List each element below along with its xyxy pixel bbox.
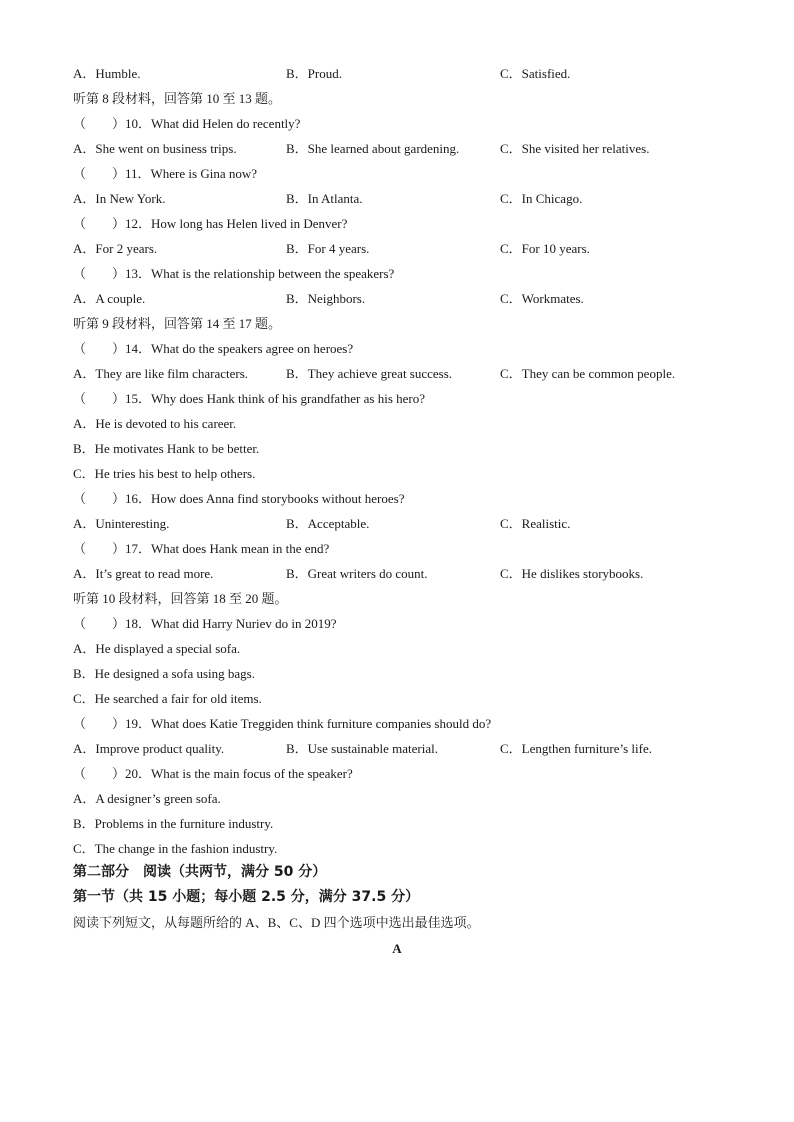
question-18: （ ）18．What did Harry Nuriev do in 2019? — [73, 616, 337, 631]
option-c: C．He dislikes storybooks. — [500, 566, 644, 581]
q18-option-b: B．He designed a sofa using bags. — [73, 666, 255, 681]
question-15: （ ）15．Why does Hank think of his grandfather as his hero? — [73, 391, 426, 406]
question-13: （ ）13．What is the relationship between the speakers? — [73, 266, 395, 281]
question-10: （ ）10．What did Helen do recently? — [73, 116, 301, 131]
option-a: A．For 2 years. — [73, 241, 158, 256]
option-a: A．Uninteresting. — [73, 516, 170, 531]
option-b: B．They achieve great success. — [286, 366, 453, 381]
question-19: （ ）19．What does Katie Treggiden think furniture companies should do? — [73, 716, 492, 731]
option-c: C．Lengthen furniture’s life. — [500, 741, 652, 756]
section-1-heading: 第一节（共 15 小题；每小题 2.5 分，满分 37.5 分） — [73, 889, 420, 905]
option-c: C．Workmates. — [500, 291, 584, 306]
section-10-instruction: 听第 10 段材料，回答第 18 至 20 题。 — [73, 591, 288, 606]
option-c: C．She visited her relatives. — [500, 141, 650, 156]
option-b: B．Acceptable. — [286, 516, 370, 531]
reading-instruction: 阅读下列短文，从每题所给的 A、B、C、D 四个选项中选出最佳选项。 — [73, 915, 480, 930]
option-b: B．Great writers do count. — [286, 566, 428, 581]
option-b: B．She learned about gardening. — [286, 141, 460, 156]
question-14: （ ）14．What do the speakers agree on heroes? — [73, 341, 354, 356]
question-16: （ ）16．How does Anna find storybooks without heroes? — [73, 491, 405, 506]
q15-option-c: C．He tries his best to help others. — [73, 466, 256, 481]
option-b: B．For 4 years. — [286, 241, 370, 256]
option-a: A．She went on business trips. — [73, 141, 237, 156]
option-a: A．A couple. — [73, 291, 146, 306]
option-c: C．Realistic. — [500, 516, 571, 531]
q15-option-a: A．He is devoted to his career. — [73, 416, 237, 431]
option-a: A．They are like film characters. — [73, 366, 249, 381]
option-a: A．Humble. — [73, 66, 141, 81]
option-c: C．For 10 years. — [500, 241, 590, 256]
option-b: B．Use sustainable material. — [286, 741, 438, 756]
section-8-instruction: 听第 8 段材料，回答第 10 至 13 题。 — [73, 91, 282, 106]
question-20: （ ）20．What is the main focus of the speaker? — [73, 766, 353, 781]
part-2-heading: 第二部分 阅读（共两节，满分 50 分） — [73, 864, 327, 880]
option-b: B．Neighbors. — [286, 291, 366, 306]
q18-option-c: C．He searched a fair for old items. — [73, 691, 262, 706]
q15-option-b: B．He motivates Hank to be better. — [73, 441, 260, 456]
option-b: B．Proud. — [286, 66, 342, 81]
question-17: （ ）17．What does Hank mean in the end? — [73, 541, 330, 556]
option-b: B．In Atlanta. — [286, 191, 363, 206]
option-a: A．Improve product quality. — [73, 741, 225, 756]
question-12: （ ）12．How long has Helen lived in Denver? — [73, 216, 348, 231]
q18-option-a: A．He displayed a special sofa. — [73, 641, 241, 656]
option-c: C．They can be common people. — [500, 366, 676, 381]
q20-option-b: B．Problems in the furniture industry. — [73, 816, 274, 831]
option-c: C．Satisfied. — [500, 66, 571, 81]
q20-option-c: C．The change in the fashion industry. — [73, 841, 278, 856]
q20-option-a: A．A designer’s green sofa. — [73, 791, 221, 806]
question-11: （ ）11．Where is Gina now? — [73, 166, 258, 181]
option-a: A．In New York. — [73, 191, 166, 206]
section-9-instruction: 听第 9 段材料，回答第 14 至 17 题。 — [73, 316, 282, 331]
option-c: C．In Chicago. — [500, 191, 583, 206]
option-a: A．It’s great to read more. — [73, 566, 214, 581]
passage-label: A — [392, 941, 402, 956]
